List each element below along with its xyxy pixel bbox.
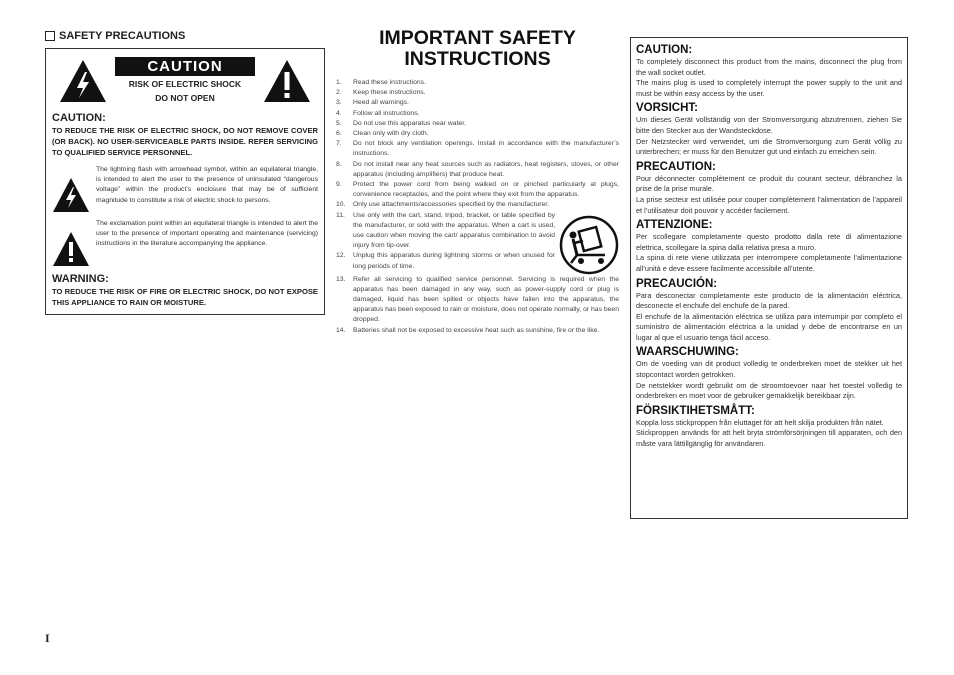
instruction-list-cart [336,211,555,275]
instruction-number: 10. [336,201,346,209]
language-paragraph: La spina di rete viene utilizzata per interrompere completamente l’alimentazione all’unità e deve essere facilmente accessibile all’utente. [636,253,902,273]
language-paragraph: De netstekker wordt gebruikt om de stroomtoevoer naar het toestel volledig te onderbreken en moet voor de gebruiker gemakkelijk bereikbaar zijn. [636,380,902,401]
instruction-number: 1. [336,79,342,86]
instruction-item [336,275,619,326]
instruction-list-after [336,275,619,336]
language-paragraph: Pour déconnecter complètement ce produit du courant secteur, débranchez la prise de la prise murale. [636,173,902,194]
language-paragraph: La prise secteur est utilisée pour couper complètement l’alimentation de l’appareil et l’utilisateur doit pouvoir y accéder facilement. [636,194,902,215]
instruction-item [336,78,619,88]
language-paragraph: El enchufe de la alimentación eléctrica se utiliza para interrumpir por completo el suministro de alimentación eléctrica a la unidad y debe de encontrarse en un lugar al que el usuario tenga fácil acceso. [636,311,902,342]
exclamation-triangle-icon [262,58,312,104]
lightning-triangle-icon [58,58,108,104]
warning-text: TO REDUCE THE RISK OF FIRE OR ELECTRIC SHOCK, DO NOT EXPOSE THIS APPLIANCE TO RAIN OR MOISTURE. [52,286,318,307]
multilingual-caution-box [630,37,908,519]
instruction-item [336,326,619,336]
caution-label-block [52,55,318,110]
caution-sub-line1: RISK OF ELECTRIC SHOCK [128,79,242,89]
instruction-text: Read these instructions. [353,79,426,86]
instruction-text: Protect the power cord from being walked on or pinched particularly at plugs, convenience receptacles, and the point where they exit from the apparatus. [353,181,619,199]
language-paragraph: Koppla loss stickproppen från eluttaget för att helt skilja produkten från nätet. [636,417,884,427]
language-paragraph: The mains plug is used to completely interrupt the power supply to the unit and must be within easy access by the user. [636,78,902,98]
instruction-text: Do not use this apparatus near water. [353,119,466,127]
lightning-triangle-small-icon [52,177,90,213]
instruction-text: Refer all servicing to qualified service personnel. Servicing is required when the apparatus has been damaged in any way, such as power-supply cord or plug is damaged, liquid has been spilled or objects have fallen into the apparatus, the apparatus has been exposed to rain or moisture, does not operate normally, or has been dropped. [353,275,619,324]
instruction-number: 2. [336,89,342,97]
instruction-item [336,139,619,159]
instruction-number: 12. [336,252,346,260]
caution-word: CAUTION [115,57,255,76]
instruction-item [336,98,619,108]
instruction-text: Follow all instructions. [353,109,420,117]
language-heading: WAARSCHUWING: [636,346,739,359]
instruction-text: Unplug this apparatus during lightning storms or when unused for long periods of time. [353,252,555,270]
cart-instructions [336,211,619,275]
important-safety-instructions [336,28,619,336]
instruction-item [336,160,619,180]
instruction-number: 3. [336,99,342,107]
language-paragraph: To completely disconnect this product from the mains, disconnect the plug from the wall socket outlet. [636,57,902,77]
instruction-text: Clean only with dry cloth. [353,130,429,138]
language-paragraph: Per scollegare completamente questo prodotto dalla rete di alimentazione elettrica, scollegare la spina dalla relativa presa a muro. [636,232,902,252]
warning-heading: WARNING: [52,272,109,285]
caution-sub-line2: DO NOT OPEN [155,93,215,103]
instruction-number: 14. [336,326,346,334]
instruction-number: 9. [336,181,342,189]
page-title: IMPORTANT SAFETY INSTRUCTIONS [379,27,576,70]
instruction-text: Use only with the cart, stand, tripod, bracket, or table specified by the manufacturer, or sold with the apparatus. When a cart is used, use caution when moving the cart/ apparatus combination to avoid injury from tip-over. [353,211,555,250]
language-paragraph: Para desconectar completamente este producto de la alimentación eléctrica, desconecte el enchufe del enchufe de la pared. [636,290,902,311]
instruction-number: 5. [336,119,342,127]
instruction-number: 11. [336,211,345,219]
instruction-item [336,129,619,139]
instruction-number: 7. [336,140,342,148]
instruction-text: Do not install near any heat sources such as radiators, heat registers, stoves, or other apparatus (including amplifiers) that produce heat. [353,160,619,178]
instruction-text: Only use attachments/accessories specified by the manufacturer. [353,201,550,209]
language-paragraph: Der Netzstecker wird verwendet, um die Stromversorgung zum Gerät völlig zu unterbrechen; er muss für den Benutzer gut und einfach zu erreichen sein. [636,136,902,157]
instruction-text: Heed all warnings. [353,99,409,107]
language-heading: FÖRSIKTIHETSMÅTT: [636,404,755,417]
language-heading: ATTENZIONE: [636,219,713,232]
exclamation-triangle-small-icon [52,231,90,267]
instruction-number: 4. [336,109,342,117]
language-frame [630,37,908,519]
instruction-number: 8. [336,160,342,168]
language-paragraph: Um dieses Gerät vollständig von der Stromversorgung abzutrennen, ziehen Sie bitte den Stecker aus der Wandsteckdose. [636,115,902,135]
instruction-number: 13. [336,275,346,283]
instruction-text: Do not block any ventilation openings. Install in accordance with the manufacturer’s instructions. [353,140,619,158]
safety-precautions-heading: SAFETY PRECAUTIONS [45,30,325,42]
language-heading: PRECAUTION: [636,160,716,173]
instruction-list [336,78,619,211]
language-heading: VORSICHT: [636,102,698,115]
language-paragraph: Om de voeding van dit product volledig te onderbreken moet de stekker uit het stopcontact worden getrokken. [636,359,902,380]
lightning-explanation: The lightning flash with arrowhead symbol, within an equilateral triangle, is intended to alert the user to the presence of uninsulated “dangerous voltage” within the product’s enclosure that may be of sufficient magnitude to constitute a risk of electric shock to persons. [52,165,318,213]
instruction-number: 6. [336,130,342,138]
exclamation-explanation: The exclamation point within an equilateral triangle is intended to alert the user to the presence of important operating and maintenance (servicing) instructions in the literature accompanying the appliance. [52,219,318,267]
instruction-item [336,119,619,129]
instruction-item [336,88,619,98]
language-heading: PRECAUCIÓN: [636,277,718,290]
instruction-item [336,200,619,210]
language-heading: CAUTION: [636,44,693,56]
cart-warning-icon [559,215,619,275]
instruction-text: Keep these instructions. [353,89,426,97]
caution-text: TO REDUCE THE RISK OF ELECTRIC SHOCK, DO NOT REMOVE COVER (OR BACK). NO USER-SERVICEABLE PARTS INSIDE. REFER SERVICING TO QUALIFIED SERVICE PERSONNEL. [52,126,318,158]
safety-precautions-section [45,30,325,315]
caution-heading: CAUTION: [52,112,106,124]
instruction-item [336,251,555,271]
instruction-text: Batteries shall not be exposed to excessive heat such as sunshine, fire or the like. [353,326,600,334]
safety-frame [45,48,325,315]
instruction-item [336,109,619,119]
checkbox-square-icon [45,31,55,41]
instruction-item [336,180,619,200]
language-paragraph: Stickproppen används för att helt bryta strömförsörjningen till apparaten, och den måste vara lättillgänglig för användaren. [636,428,902,449]
page-number: I [45,631,50,645]
instruction-item [336,211,555,252]
